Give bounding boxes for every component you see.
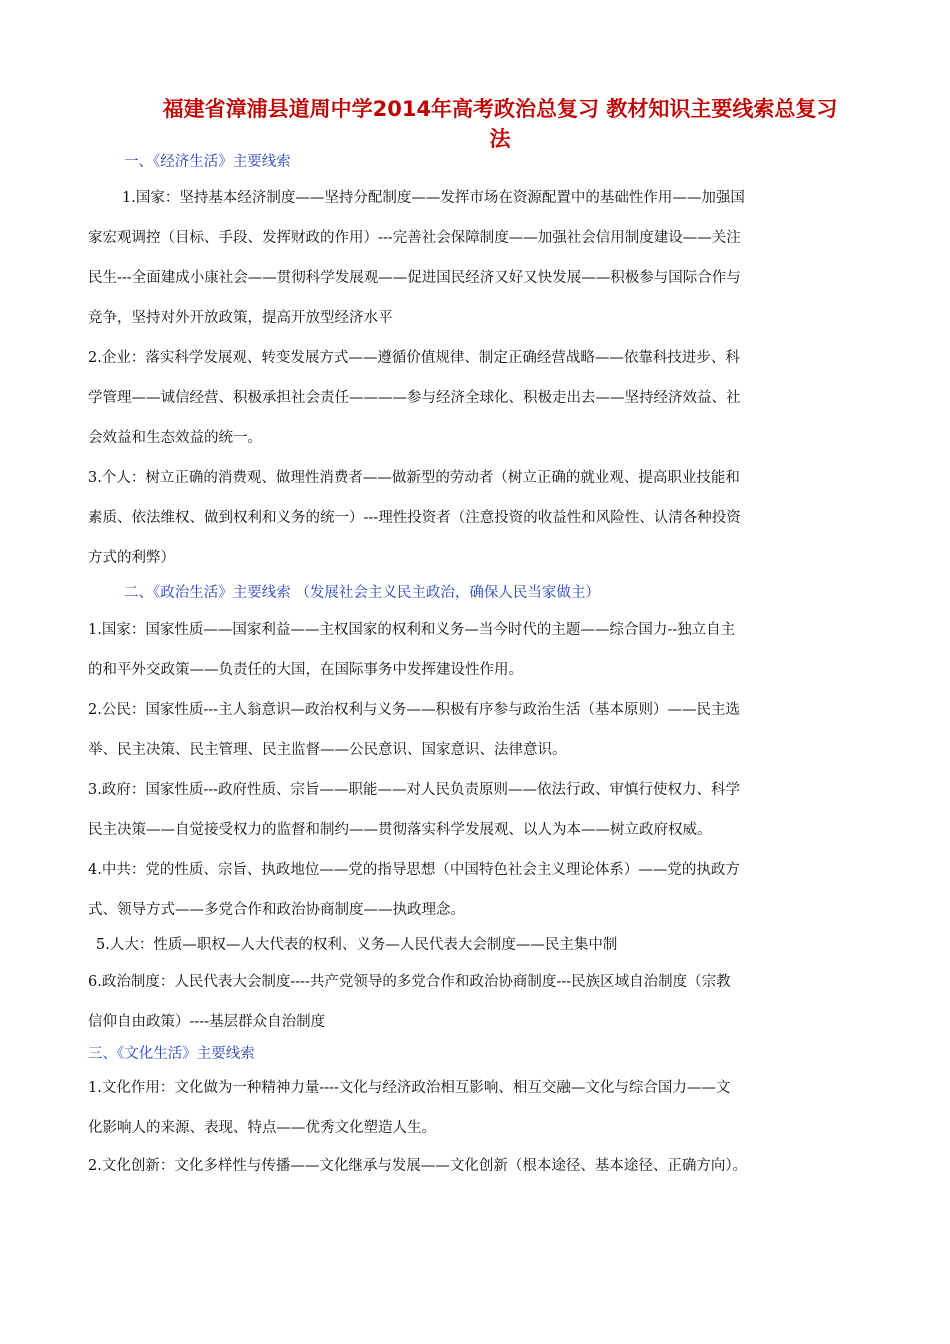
paragraph-line: 1.国家：坚持基本经济制度——坚持分配制度——发挥市场在资源配置中的基础性作用——加强国 (122, 190, 745, 206)
paragraph-cultural-role (88, 1068, 860, 1148)
paragraph-line: 式、领导方式——多党合作和政治协商制度——执政理念。 (88, 902, 465, 918)
paragraph-political-state (88, 610, 860, 690)
paragraph-economic-state (88, 178, 860, 338)
paragraph-economic-enterprise (88, 338, 860, 458)
paragraph-line: 会效益和生态效益的统一。 (88, 430, 262, 446)
paragraph-political-government (88, 770, 860, 850)
paragraph-line: 举、民主决策、民主管理、民主监督——公民意识、国家意识、法律意识。 (88, 742, 567, 758)
paragraph-line: 3.个人：树立正确的消费观、做理性消费者——做新型的劳动者（树立正确的就业观、提高职业技能和 (88, 470, 740, 486)
paragraph-political-npc (88, 925, 860, 965)
paragraph-line: 2.企业：落实科学发展观、转变发展方式——遵循价值规律、制定正确经营战略——依靠科技进步、科 (88, 350, 740, 366)
paragraph-line: 1.文化作用：文化做为一种精神力量----文化与经济政治相互影响、相互交融—文化与综合国力——文 (88, 1080, 731, 1096)
title-line-2: 法 (489, 127, 511, 151)
section-heading-economic: 一、《经济生活》主要线索 (124, 154, 291, 170)
paragraph-line: 2.公民：国家性质---主人翁意识—政治权利与义务——积极有序参与政治生活（基本原则）——民主选 (88, 702, 741, 718)
paragraph-line: 素质、依法维权、做到权利和义务的统一）---理性投资者（注意投资的收益性和风险性、认清各种投资 (88, 510, 741, 526)
paragraph-line: 6.政治制度：人民代表大会制度----共产党领导的多党合作和政治协商制度---民族区域自治制度（宗教 (88, 974, 731, 990)
paragraph-political-party (88, 850, 860, 930)
paragraph-line: 5.人大：性质—职权—人大代表的权利、义务—人民代表大会制度——民主集中制 (96, 937, 618, 953)
paragraph-line: 2.文化创新：文化多样性与传播——文化继承与发展——文化创新（根本途径、基本途径、正确方向）。 (88, 1158, 748, 1174)
paragraph-political-system (88, 962, 860, 1042)
section-heading-political: 二、《政治生活》主要线索 （发展社会主义民主政治，确保人民当家做主） (124, 585, 600, 601)
paragraph-line: 民生---全面建成小康社会——贯彻科学发展观——促进国民经济又好又快发展——积极参与国际合作与 (88, 270, 741, 286)
paragraph-line: 学管理——诚信经营、积极承担社会责任————参与经济全球化、积极走出去——坚持经济效益、社 (88, 390, 741, 406)
paragraph-line: 化影响人的来源、表现、特点——优秀文化塑造人生。 (88, 1120, 436, 1136)
paragraph-line: 3.政府：国家性质---政府性质、宗旨——职能——对人民负责原则——依法行政、审慎行使权力、科学 (88, 782, 741, 798)
paragraph-economic-individual (88, 458, 860, 578)
section-heading-cultural: 三、《文化生活》主要线索 (88, 1046, 255, 1062)
document-title (120, 94, 880, 154)
paragraph-line: 家宏观调控（目标、手段、发挥财政的作用）---完善社会保障制度——加强社会信用制度建设——关注 (88, 230, 741, 246)
paragraph-line: 方式的利弊） (88, 550, 175, 566)
paragraph-line: 1.国家：国家性质——国家利益——主权国家的权利和义务—当今时代的主题——综合国力--独立自主 (88, 622, 736, 638)
paragraph-line: 4.中共：党的性质、宗旨、执政地位——党的指导思想（中国特色社会主义理论体系）——党的执政方 (88, 862, 740, 878)
paragraph-cultural-innovation (88, 1146, 860, 1186)
paragraph-political-citizen (88, 690, 860, 770)
title-line-1: 福建省漳浦县道周中学2014年高考政治总复习 教材知识主要线索总复习 (162, 97, 838, 121)
paragraph-line: 信仰自由政策）----基层群众自治制度 (88, 1014, 326, 1030)
paragraph-line: 的和平外交政策——负责任的大国，在国际事务中发挥建设性作用。 (88, 662, 523, 678)
paragraph-line: 竞争，坚持对外开放政策，提高开放型经济水平 (88, 310, 393, 326)
paragraph-line: 民主决策——自觉接受权力的监督和制约——贯彻落实科学发展观、以人为本——树立政府权威。 (88, 822, 712, 838)
